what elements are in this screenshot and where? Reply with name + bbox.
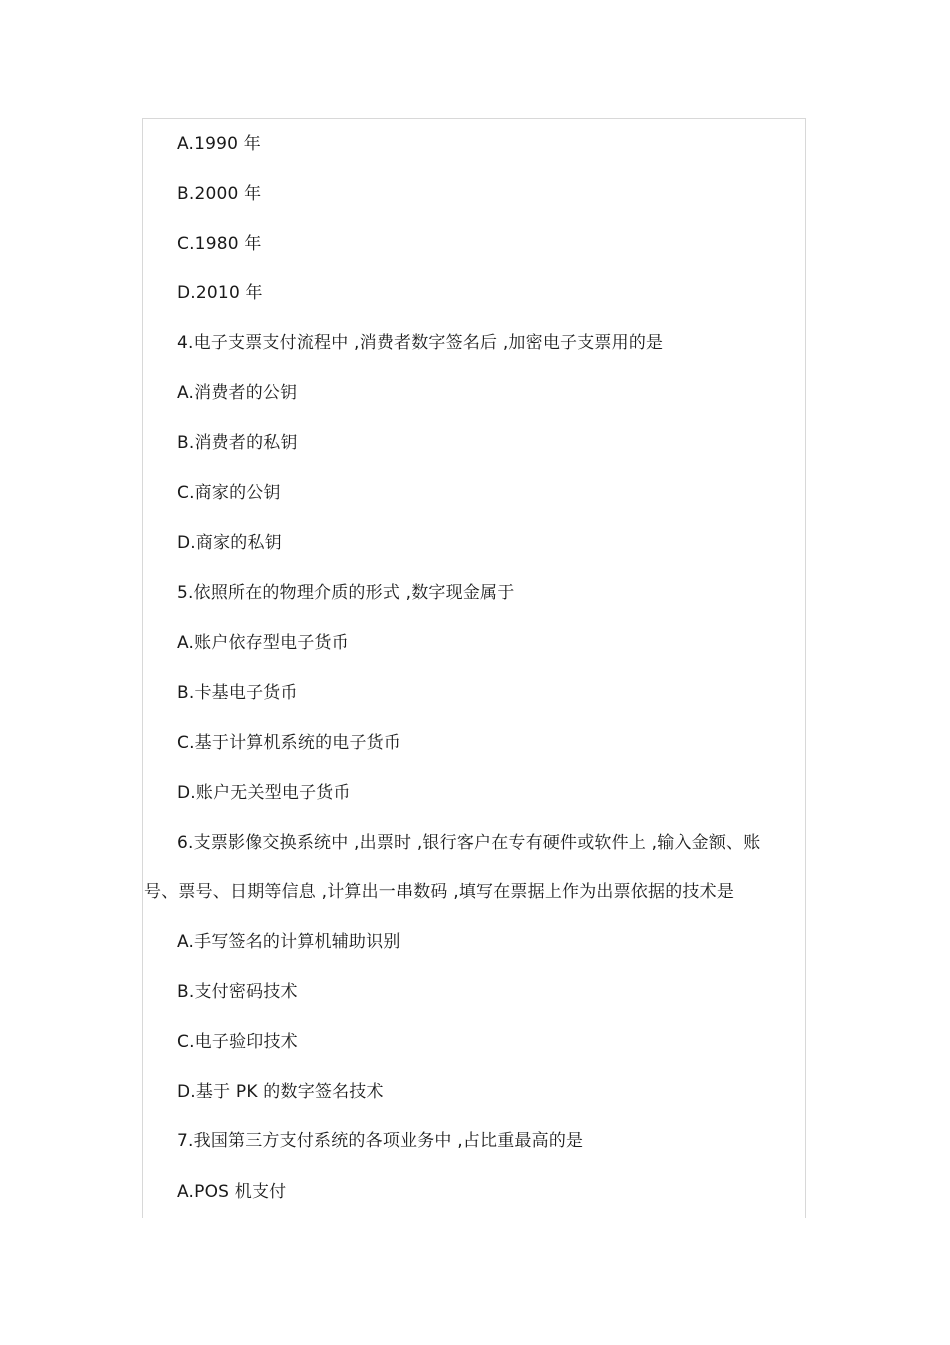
option-6a: A.手写签名的计算机辅助识别 <box>177 932 401 952</box>
question-6-line-2: 号、票号、日期等信息 ,计算出一串数码 ,填写在票据上作为出票依据的技术是 <box>144 882 735 902</box>
option-4c: C.商家的公钥 <box>177 483 281 503</box>
question-7: 7.我国第三方支付系统的各项业务中 ,占比重最高的是 <box>177 1131 584 1151</box>
option-4b: B.消费者的私钥 <box>177 433 298 453</box>
option-3b: B.2000 年 <box>177 184 262 204</box>
option-6b: B.支付密码技术 <box>177 982 298 1002</box>
option-6d: D.基于 PK 的数字签名技术 <box>177 1082 384 1102</box>
option-3c: C.1980 年 <box>177 234 262 254</box>
option-6c: C.电子验印技术 <box>177 1032 298 1052</box>
option-7a: A.POS 机支付 <box>177 1182 287 1202</box>
option-5a: A.账户依存型电子货币 <box>177 633 349 653</box>
option-3a: A.1990 年 <box>177 134 262 154</box>
question-5: 5.依照所在的物理介质的形式 ,数字现金属于 <box>177 583 515 603</box>
option-4a: A.消费者的公钥 <box>177 383 298 403</box>
option-5c: C.基于计算机系统的电子货币 <box>177 733 402 753</box>
question-6-line-1: 6.支票影像交换系统中 ,出票时 ,银行客户在专有硬件或软件上 ,输入金额、账 <box>177 833 761 853</box>
option-5b: B.卡基电子货币 <box>177 683 298 703</box>
option-4d: D.商家的私钥 <box>177 533 282 553</box>
question-4: 4.电子支票支付流程中 ,消费者数字签名后 ,加密电子支票用的是 <box>177 333 664 353</box>
option-5d: D.账户无关型电子货币 <box>177 783 351 803</box>
option-3d: D.2010 年 <box>177 283 263 303</box>
